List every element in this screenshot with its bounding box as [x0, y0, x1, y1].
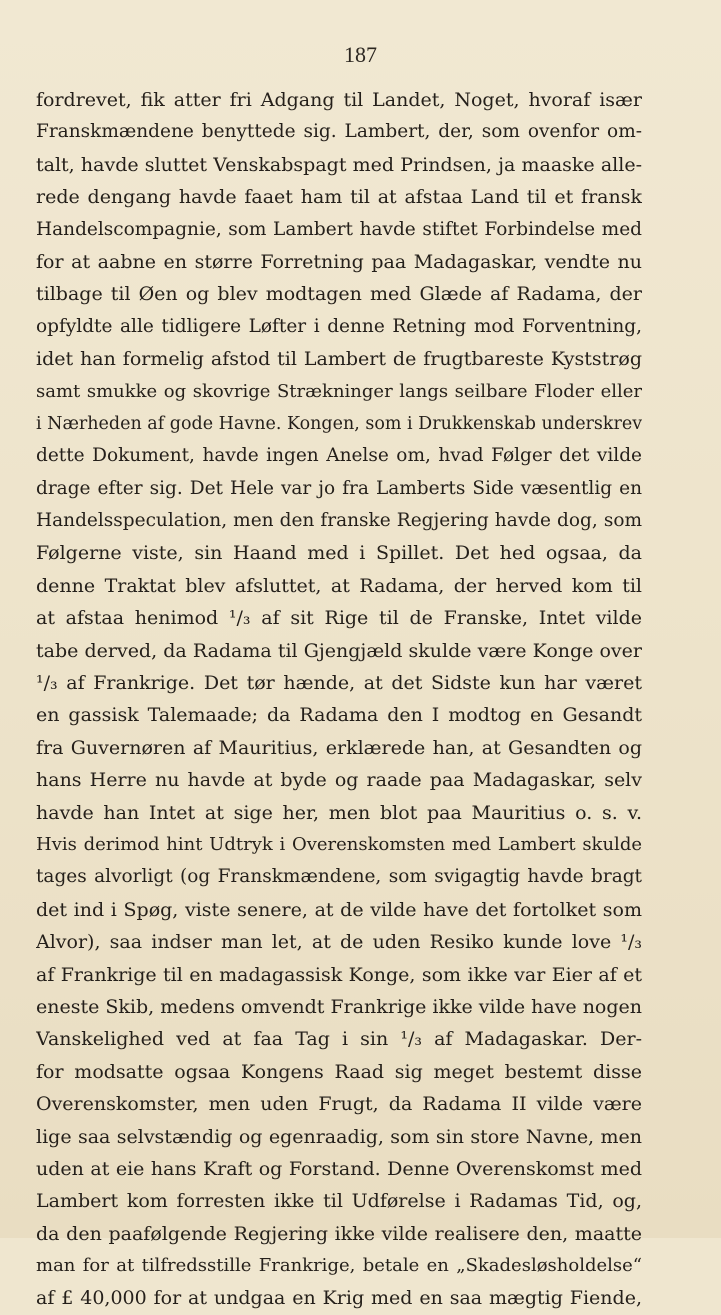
text-line: samt smukke og skovrige Strækninger langs seilbare Floder eller — [36, 380, 642, 402]
text-line: for at aabne en større Forretning paa Madagaskar, vendte nu — [36, 250, 642, 273]
text-line: i Nærheden af gode Havne. Kongen, som i Drukkenskab underskrev — [36, 413, 642, 434]
text-line: idet han formelig afstod til Lambert de frugtbareste Kyststrøg — [36, 348, 642, 371]
text-line: Alvor), saa indser man let, at de uden Resiko kunde love ¹/₃ — [36, 931, 642, 954]
body-text — [36, 84, 642, 1315]
text-line: tilbage til Øen og blev modtagen med Glæde af Radama, der — [36, 283, 642, 306]
text-line: for modsatte ogsaa Kongens Raad sig meget bestemt disse — [36, 1060, 642, 1083]
text-line: ¹/₃ af Frankrige. Det tør hænde, at det Sidste kun har været — [36, 672, 642, 695]
text-line: Handelscompagnie, som Lambert havde stiftet Forbindelse med — [36, 218, 642, 240]
text-line: Overenskomster, men uden Frugt, da Radama II vilde være — [36, 1093, 642, 1116]
text-line: denne Traktat blev afsluttet, at Radama, der herved kom til — [36, 574, 642, 597]
text-line: rede dengang havde faaet ham til at afstaa Land til et fransk — [36, 186, 642, 209]
text-line: fordrevet, fik atter fri Adgang til Landet, Noget, hvoraf især — [36, 89, 642, 111]
text-line: af Frankrige til en madagassisk Konge, som ikke var Eier af et — [36, 963, 642, 986]
text-line: talt, havde sluttet Venskabspagt med Prindsen, ja maaske alle- — [36, 153, 642, 176]
text-line: en gassisk Talemaade; da Radama den I modtog en Gesandt — [36, 704, 642, 727]
text-line: eneste Skib, medens omvendt Frankrige ikke vilde have nogen — [36, 995, 642, 1018]
text-line: havde han Intet at sige her, men blot paa Mauritius o. s. v. — [36, 801, 642, 824]
text-line: af £ 40,000 for at undgaa en Krig med en saa mægtig Fiende, — [36, 1287, 642, 1310]
text-line: dette Dokument, havde ingen Anelse om, hvad Følger det vilde — [36, 445, 642, 467]
text-line: drage efter sig. Det Hele var jo fra Lamberts Side væsentlig en — [36, 477, 642, 499]
text-line: lige saa selvstændig og egenraadig, som sin store Navne, men — [36, 1125, 642, 1148]
text-line: Følgerne viste, sin Haand med i Spillet. Det hed ogsaa, da — [36, 542, 642, 565]
text-line: tages alvorligt (og Franskmændene, som svigagtig havde bragt — [36, 866, 642, 888]
text-line: man for at tilfredsstille Frankrige, betale en „Skadesløsholdelse“ — [36, 1255, 642, 1277]
text-line: opfyldte alle tidligere Løfter i denne Retning mod Forventning, — [36, 315, 642, 337]
text-line: det ind i Spøg, viste senere, at de vilde have det fortolket som — [36, 898, 642, 921]
text-line: da den paafølgende Regjering ikke vilde realisere den, maatte — [36, 1222, 642, 1245]
text-line: Franskmændene benyttede sig. Lambert, der, som ovenfor om- — [36, 121, 642, 143]
text-line: fra Guvernøren af Mauritius, erklærede han, at Gesandten og — [36, 736, 642, 759]
text-line: Lambert kom forresten ikke til Udførelse i Radamas Tid, og, — [36, 1190, 642, 1213]
text-line: at afstaa henimod ¹/₃ af sit Rige til de Franske, Intet vilde — [36, 607, 642, 630]
text-line: uden at eie hans Kraft og Forstand. Denne Overenskomst med — [36, 1157, 642, 1180]
text-line: Vanskelighed ved at faa Tag i sin ¹/₃ af Madagaskar. Der- — [36, 1028, 642, 1051]
text-line: tabe derved, da Radama til Gjengjæld skulde være Konge over — [36, 639, 642, 662]
text-line: Handelsspeculation, men den franske Regjering havde dog, som — [36, 510, 642, 532]
page-number: 187 — [344, 42, 377, 67]
text-line: hans Herre nu havde at byde og raade paa Madagaskar, selv — [36, 769, 642, 792]
text-line: Hvis derimod hint Udtryk i Overenskomsten med Lambert skulde — [36, 833, 642, 855]
